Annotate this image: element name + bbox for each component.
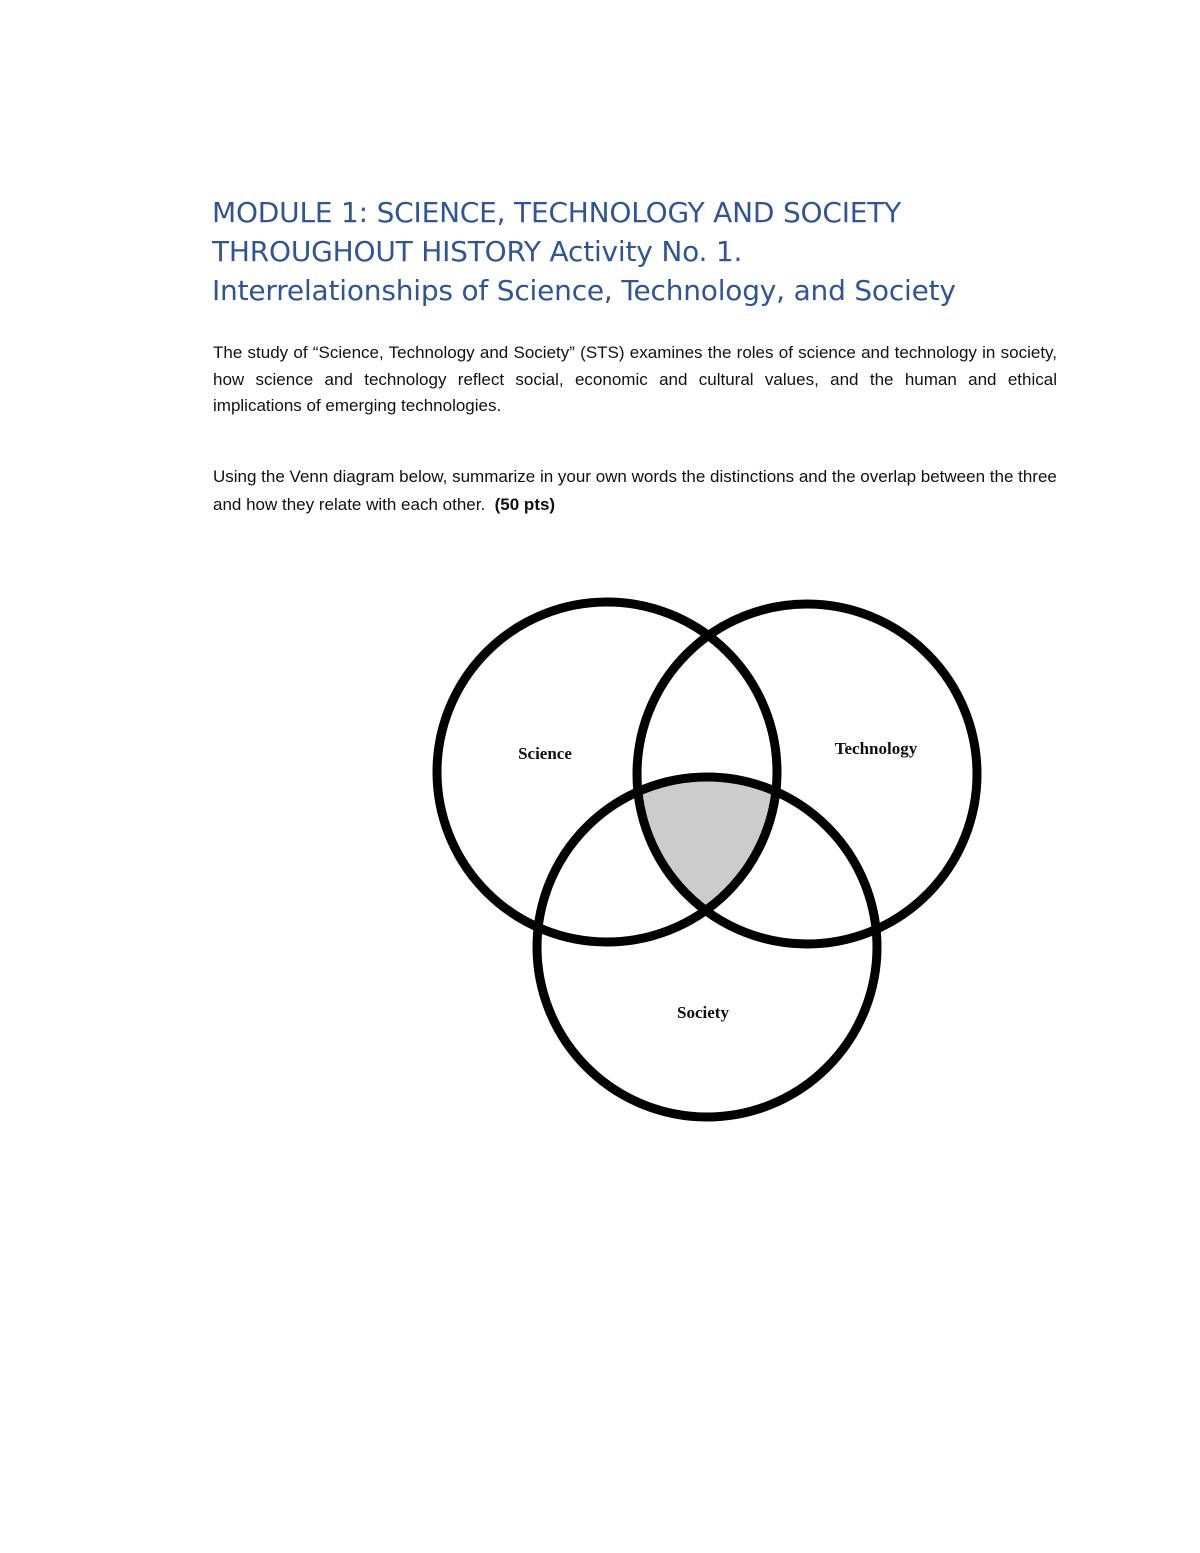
title-line-2: THROUGHOUT HISTORY Activity No. 1. [212, 235, 743, 268]
venn-diagram [420, 590, 1000, 1130]
technology-label: Technology [834, 739, 918, 758]
title-line-3: Interrelationships of Science, Technology, and Society [212, 274, 956, 307]
society-label: Society [677, 1003, 729, 1022]
title-line-1: MODULE 1: SCIENCE, TECHNOLOGY AND SOCIETY [212, 196, 902, 229]
science-label: Science [518, 744, 572, 763]
science-circle [437, 602, 777, 942]
points-label: (50 pts) [494, 495, 556, 514]
intro-paragraph: The study of “Science, Technology and Society” (STS) examines the roles of science and technology in society, how science and technology reflect social, economic and cultural values, and the human and ethical implications of emerging technologies. [213, 343, 1057, 415]
instruction-paragraph [213, 463, 1057, 519]
page-title [212, 193, 1072, 310]
instruction-text: Using the Venn diagram below, summarize in your own words the distinctions and the overlap between the three and how they relate with each other. [213, 467, 1057, 514]
